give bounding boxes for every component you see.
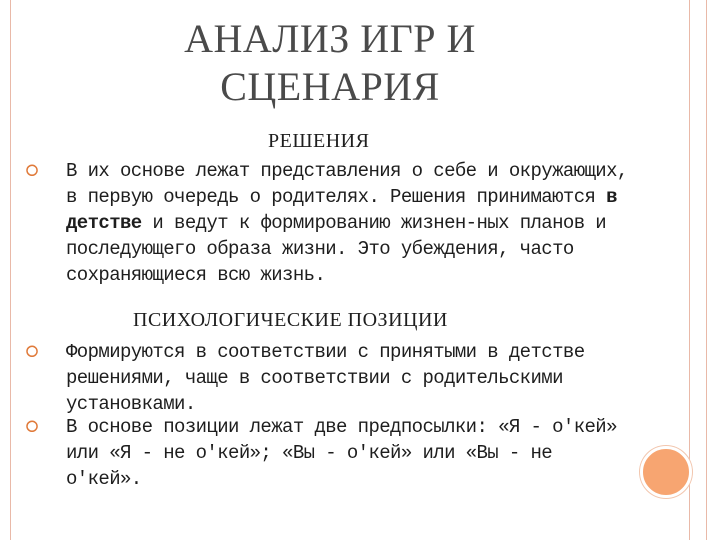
slide-frame-right-outer-line bbox=[706, 0, 707, 540]
bullet-text-positions-1: Формируются в соответствии с принятыми в детстве решениями, чаще в соответствии с родительскими установками. bbox=[66, 341, 585, 415]
bullet-text-part: и ведут к формированию жизнен-ных планов и последующего образа жизни. Это убеждения, часто сохраняющиеся всю жизнь. bbox=[66, 212, 607, 286]
section-heading-positions: ПСИХОЛОГИЧЕСКИЕ ПОЗИЦИИ bbox=[133, 309, 448, 331]
decorative-circle bbox=[640, 446, 692, 498]
bullet-text-part: В их основе лежат представления о себе и окружающих, в первую очередь о родителях. Решения принимаются bbox=[66, 160, 628, 208]
bullet-text-decisions bbox=[66, 158, 636, 288]
ring-bullet-icon: ⭘ bbox=[25, 161, 39, 180]
slide-title-line-1: АНАЛИЗ ИГР И bbox=[184, 16, 476, 61]
section-heading-decisions: РЕШЕНИЯ bbox=[268, 130, 370, 152]
bullet-text-bold-part: в детстве bbox=[66, 186, 617, 234]
bullet-text-positions-2: В основе позиции лежат две предпосылки: «Я - о'кей» или «Я - не о'кей»; «Вы - о'кей» или «Вы - не о'кей». bbox=[66, 416, 617, 490]
slide-title bbox=[120, 15, 540, 111]
slide-title-line-2: СЦЕНАРИЯ bbox=[220, 64, 440, 109]
slide-frame-left-line bbox=[10, 0, 11, 540]
ring-bullet-icon: ⭘ bbox=[25, 417, 39, 436]
slide-frame-right-inner-line bbox=[689, 0, 690, 540]
ring-bullet-icon: ⭘ bbox=[25, 342, 39, 361]
